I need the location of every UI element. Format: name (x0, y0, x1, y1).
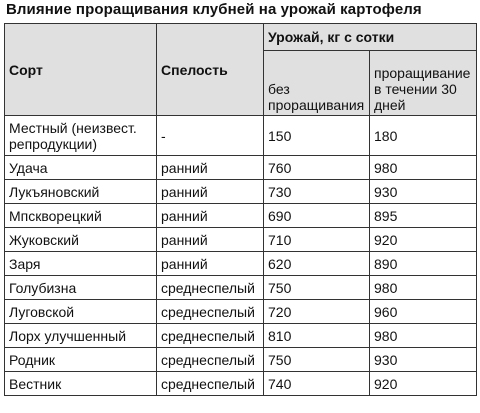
yield-table (4, 23, 477, 396)
header-with-sprouting: проращивание в течении 30 дней (370, 51, 477, 116)
cell-ripeness: среднеспелый (157, 324, 264, 348)
cell-yield-with: 920 (370, 228, 477, 252)
header-variety: Сорт (5, 24, 157, 116)
cell-yield-without: 810 (264, 324, 370, 348)
table-row (5, 276, 477, 300)
cell-variety: Жуковский (5, 228, 157, 252)
cell-ripeness: ранний (157, 252, 264, 276)
cell-ripeness: ранний (157, 156, 264, 180)
cell-ripeness: среднеспелый (157, 372, 264, 396)
cell-yield-without: 760 (264, 156, 370, 180)
cell-yield-with: 930 (370, 348, 477, 372)
cell-variety: Мпскворецкий (5, 204, 157, 228)
cell-yield-with: 920 (370, 372, 477, 396)
page-title: Влияние проращивания клубней на урожай картофеля (6, 1, 422, 18)
cell-variety: Вестник (5, 372, 157, 396)
table-row (5, 180, 477, 204)
cell-yield-without: 750 (264, 348, 370, 372)
cell-yield-without: 620 (264, 252, 370, 276)
cell-ripeness: - (157, 116, 264, 156)
header-ripeness: Спелость (157, 24, 264, 116)
cell-ripeness: ранний (157, 228, 264, 252)
cell-yield-with: 890 (370, 252, 477, 276)
table-row (5, 252, 477, 276)
cell-variety: Удача (5, 156, 157, 180)
cell-yield-with: 180 (370, 116, 477, 156)
cell-ripeness: среднеспелый (157, 348, 264, 372)
header-yield-group: Урожай, кг с сотки (264, 24, 477, 51)
cell-yield-without: 740 (264, 372, 370, 396)
cell-variety: Родник (5, 348, 157, 372)
header-without-sprouting: без проращивания (264, 51, 370, 116)
cell-yield-without: 730 (264, 180, 370, 204)
cell-yield-with: 930 (370, 180, 477, 204)
table-row (5, 324, 477, 348)
cell-yield-with: 960 (370, 300, 477, 324)
table-row (5, 116, 477, 156)
table-row (5, 228, 477, 252)
cell-yield-without: 150 (264, 116, 370, 156)
cell-ripeness: ранний (157, 180, 264, 204)
table-row (5, 372, 477, 396)
cell-variety: Лорх улучшенный (5, 324, 157, 348)
cell-yield-without: 720 (264, 300, 370, 324)
table-row (5, 300, 477, 324)
cell-yield-with: 980 (370, 276, 477, 300)
cell-ripeness: среднеспелый (157, 300, 264, 324)
cell-ripeness: среднеспелый (157, 276, 264, 300)
table-row (5, 204, 477, 228)
cell-yield-without: 750 (264, 276, 370, 300)
cell-yield-with: 980 (370, 324, 477, 348)
cell-yield-without: 690 (264, 204, 370, 228)
table-row (5, 348, 477, 372)
cell-yield-with: 895 (370, 204, 477, 228)
cell-variety: Заря (5, 252, 157, 276)
table-row (5, 156, 477, 180)
cell-yield-without: 710 (264, 228, 370, 252)
cell-yield-with: 980 (370, 156, 477, 180)
cell-variety: Голубизна (5, 276, 157, 300)
cell-variety: Местный (неизвест. репродукции) (5, 116, 157, 156)
cell-variety: Луговской (5, 300, 157, 324)
cell-ripeness: ранний (157, 204, 264, 228)
cell-variety: Лукъяновский (5, 180, 157, 204)
